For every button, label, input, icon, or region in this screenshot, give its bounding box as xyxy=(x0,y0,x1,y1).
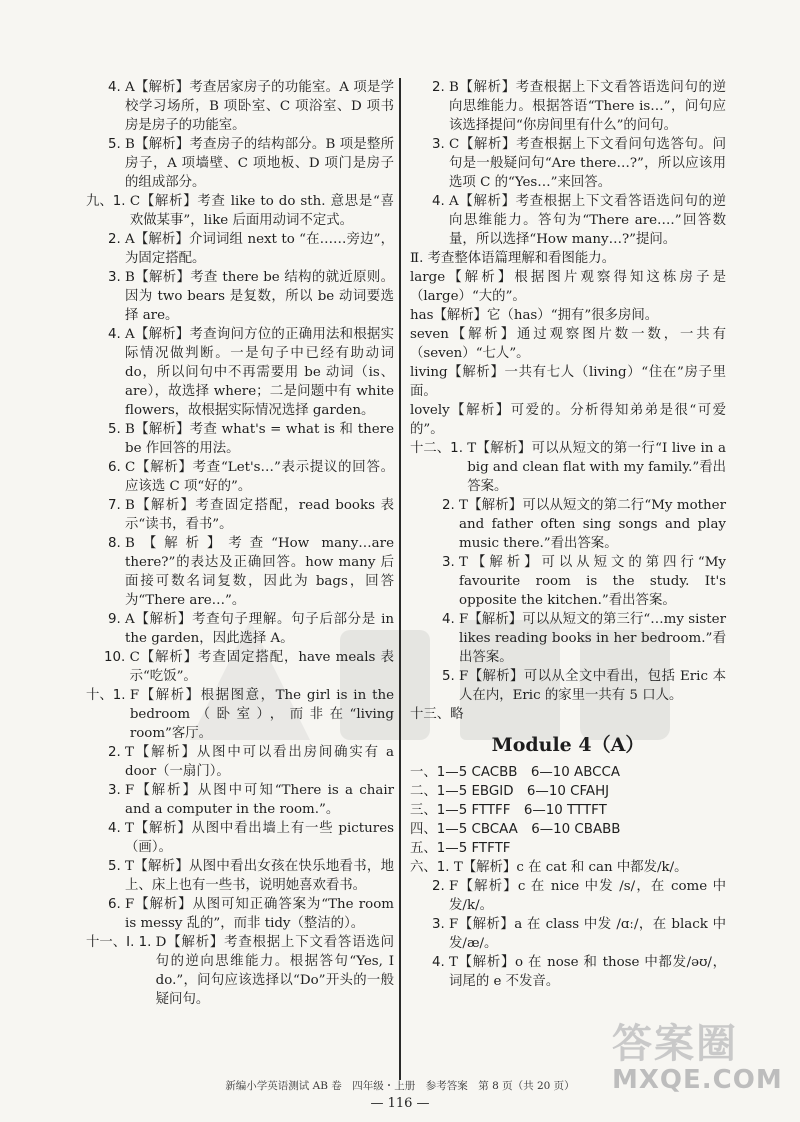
entry-text: F【解析】a 在 class 中发 /ɑː/，在 black 中发/æ/。 xyxy=(449,917,726,951)
answer-entry xyxy=(86,496,394,534)
entry-number: 六、1. xyxy=(410,860,454,875)
answer-entry xyxy=(86,610,394,648)
answer-entry xyxy=(410,496,726,553)
entry-text: B【解析】考查“How many…are there?”的表达及正确回答。how many 后面接可数名词复数，因此为 bags，回答为“There are…”。 xyxy=(125,536,394,608)
left-column xyxy=(86,78,394,1009)
entry-text: T【解析】c 在 cat 和 can 中都发/k/。 xyxy=(453,860,688,875)
entry-number: 7. xyxy=(108,498,126,513)
entry-text: A【解析】考查句子理解。句子后部分是 in the garden，因此选择 A。 xyxy=(125,612,394,646)
answer-entry xyxy=(86,781,394,819)
answer-entry xyxy=(410,610,726,667)
answer-entry xyxy=(410,858,726,877)
entry-number: 5. xyxy=(108,859,126,874)
entry-text: F【解析】从图中可知“There is a chair and a computer in the room.”。 xyxy=(125,783,394,817)
answer-entry xyxy=(86,230,394,268)
entry-text: T【解析】从图中看出女孩在快乐地看书，地上、床上也有一些书，说明她喜欢看书。 xyxy=(125,859,394,893)
entry-number: 2. xyxy=(108,232,126,247)
answer-entry xyxy=(86,458,394,496)
entry-text: A【解析】介词词组 next to “在……旁边”，为固定搭配。 xyxy=(125,232,394,266)
entry-text: C【解析】考查“Let's…”表示提议的回答。应该选 C 项“好的”。 xyxy=(125,460,394,494)
entry-text: B【解析】考查固定搭配，read books 表示“读书，看书”。 xyxy=(125,498,394,532)
entry-text: T【解析】从图中看出墙上有一些 pictures（画）。 xyxy=(125,821,394,855)
answer-entry xyxy=(86,135,394,192)
entry-number: 5. xyxy=(108,137,126,152)
entry-text: A【解析】考查询问方位的正确用法和根据实际情况做判断。一是句子中已经有助动词 do，所以问句中不再需要用 be 动词（is、are），故选择 where；二是问题中有 white flowers，故根据实际情况选择 garden。 xyxy=(125,327,394,418)
answer-entry xyxy=(86,325,394,420)
entry-number: 3. xyxy=(432,137,450,152)
entry-text: F【解析】可以从全文中看出，包括 Eric 本人在内，Eric 的家里一共有 5 口人。 xyxy=(459,669,726,703)
entry-text: F【解析】从图可知正确答案为“The room is messy 乱的”，而非 tidy（整洁的）。 xyxy=(125,897,394,931)
entry-number: 6. xyxy=(108,460,126,475)
answer-key-line: 五、1—5 FTFTF xyxy=(410,841,511,856)
answer-entry xyxy=(86,420,394,458)
entry-number: 2. xyxy=(108,745,126,760)
entry-text: C【解析】考查根据上下文看问句选答句。问句是一般疑问句“Are there…?”，所以应该用选项 C 的“Yes…”来回答。 xyxy=(449,137,726,190)
entry-text: B【解析】考查房子的结构部分。B 项是整所房子，A 项墙壁、C 项地板、D 项门是房子的组成部分。 xyxy=(125,137,394,190)
entry-number: 2. xyxy=(432,879,450,894)
entry-number: 3. xyxy=(442,555,460,570)
answer-entry xyxy=(410,192,726,249)
entry-number: 十二、1. xyxy=(410,441,468,456)
answer-entry xyxy=(410,705,726,724)
entry-number: 4. xyxy=(108,821,126,836)
entry-number: 8. xyxy=(108,536,126,551)
entry-number: 十、1. xyxy=(86,688,130,703)
entry-text: T【解析】可以从短文的第二行“My mother and father often sing songs and play music there.”看出答案。 xyxy=(459,498,726,551)
entry-number: 2. xyxy=(432,80,450,95)
answer-entry xyxy=(86,819,394,857)
site-logo-top-text: 答案圈 xyxy=(612,1021,738,1067)
entry-text: A【解析】考查根据上下文看答语选问句的逆向思维能力。答句为“There are….”回答数量，所以选择“How many…?”提问。 xyxy=(449,194,726,247)
entry-number: 2. xyxy=(442,498,460,513)
paragraph: lovely【解析】可爱的。分析得知弟弟是很“可爱的”。 xyxy=(410,403,726,437)
entry-text: B【解析】考查根据上下文看答语选问句的逆向思维能力。根据答语“There is…”，问句应该选择提问“你房间里有什么”的问句。 xyxy=(449,80,726,133)
entry-number: 10. xyxy=(104,650,130,665)
answer-entry xyxy=(86,268,394,325)
answer-key-line: 四、1—5 CBCAA 6—10 CBABB xyxy=(410,822,621,837)
paragraph: large【解析】根据图片观察得知这栋房子是（large）“大的”。 xyxy=(410,270,726,304)
entry-number: 5. xyxy=(442,669,460,684)
answer-entry xyxy=(86,743,394,781)
paragraph: seven【解析】通过观察图片数一数，一共有（seven）“七人”。 xyxy=(410,327,726,361)
answer-key-line: 二、1—5 EBGID 6—10 CFAHJ xyxy=(410,784,610,799)
entry-text: D【解析】考查根据上下文看答语选问句的逆向思维能力。根据答句“Yes, I do.”，问句应该选择以“Do”开头的一般疑问句。 xyxy=(155,935,394,1007)
entry-number: 9. xyxy=(108,612,126,627)
answer-entry xyxy=(410,667,726,705)
answer-entry xyxy=(410,78,726,135)
answer-entry xyxy=(410,915,726,953)
entry-text: F【解析】c 在 nice 中发 /s/，在 come 中发/k/。 xyxy=(449,879,726,913)
entry-number: 3. xyxy=(108,270,126,285)
entry-text: T【解析】从图中可以看出房间确实有 a door（一扇门）。 xyxy=(125,745,394,779)
entry-text: B【解析】考查 there be 结构的就近原则。因为 two bears 是复数，所以 be 动词要选择 are。 xyxy=(125,270,394,323)
entry-text: A【解析】考查居家房子的功能室。A 项是学校学习场所，B 项卧室、C 项浴室、D 项书房是房子的功能室。 xyxy=(125,80,394,133)
entry-number: 4. xyxy=(432,194,450,209)
answer-entry xyxy=(86,648,394,686)
answer-entry xyxy=(86,192,394,230)
footer-info: 新编小学英语测试 AB 卷 四年级・上册 参考答案 第 8 页（共 20 页） xyxy=(225,1080,575,1092)
entry-text: C【解析】考查 like to do sth. 意思是“喜欢做某事”，like 后面用动词不定式。 xyxy=(129,194,394,228)
entry-number: 6. xyxy=(108,897,126,912)
entry-text: T【解析】o 在 nose 和 those 中都发/əʊ/，词尾的 e 不发音。 xyxy=(449,955,726,989)
page-number: — 116 — xyxy=(370,1096,430,1111)
entry-number: 九、1. xyxy=(86,194,130,209)
entry-number: 十一、Ⅰ. 1. xyxy=(86,935,156,950)
answer-entry xyxy=(410,439,726,496)
right-column xyxy=(410,78,726,991)
entry-text: B【解析】考查 what's = what is 和 there be 作回答的用法。 xyxy=(125,422,394,456)
answer-entry xyxy=(410,553,726,610)
entry-text: 略 xyxy=(450,707,464,722)
answer-entry xyxy=(410,135,726,192)
entry-text: F【解析】根据图意，The girl is in the bedroom（卧室），而非在“living room”客厅。 xyxy=(129,688,394,741)
paragraph: has【解析】它（has）“拥有”很多房间。 xyxy=(410,308,659,323)
entry-text: C【解析】考查固定搭配，have meals 表示“吃饭”。 xyxy=(129,650,394,684)
entry-number: 5. xyxy=(108,422,126,437)
answer-entry xyxy=(86,686,394,743)
entry-text: T【解析】可以从短文的第四行“My favourite room is the study. It's opposite the kitchen.”看出答案。 xyxy=(459,555,726,608)
entry-number: 3. xyxy=(432,917,450,932)
entry-number: 十三、 xyxy=(410,707,451,722)
module-title: Module 4（A） xyxy=(491,734,645,756)
paragraph: living【解析】一共有七人（living）“住在”房子里面。 xyxy=(410,365,726,399)
entry-text: F【解析】可以从短文的第三行“…my sister likes reading books in her bedroom.”看出答案。 xyxy=(459,612,726,665)
answer-entry xyxy=(410,877,726,915)
answer-entry xyxy=(86,933,394,1009)
entry-number: 4. xyxy=(108,80,126,95)
site-logo-bottom-text: MXQE.COM xyxy=(612,1065,783,1095)
answer-key-line: 三、1—5 FTTFF 6—10 TTTFT xyxy=(410,803,607,818)
entry-text: T【解析】可以从短文的第一行“I live in a big and clean flat with my family.”看出答案。 xyxy=(467,441,726,494)
answer-entry xyxy=(410,953,726,991)
entry-number: 4. xyxy=(108,327,126,342)
entry-number: 4. xyxy=(442,612,460,627)
answer-entry xyxy=(86,534,394,610)
entry-number: 4. xyxy=(432,955,450,970)
answer-entry xyxy=(86,78,394,135)
answer-entry xyxy=(86,857,394,895)
entry-number: 3. xyxy=(108,783,126,798)
answer-key-line: 一、1—5 CACBB 6—10 ABCCA xyxy=(410,765,621,780)
paragraph: Ⅱ. 考查整体语篇理解和看图能力。 xyxy=(410,251,616,266)
answer-entry xyxy=(86,895,394,933)
site-logo xyxy=(612,1012,783,1104)
column-divider xyxy=(399,78,401,1080)
